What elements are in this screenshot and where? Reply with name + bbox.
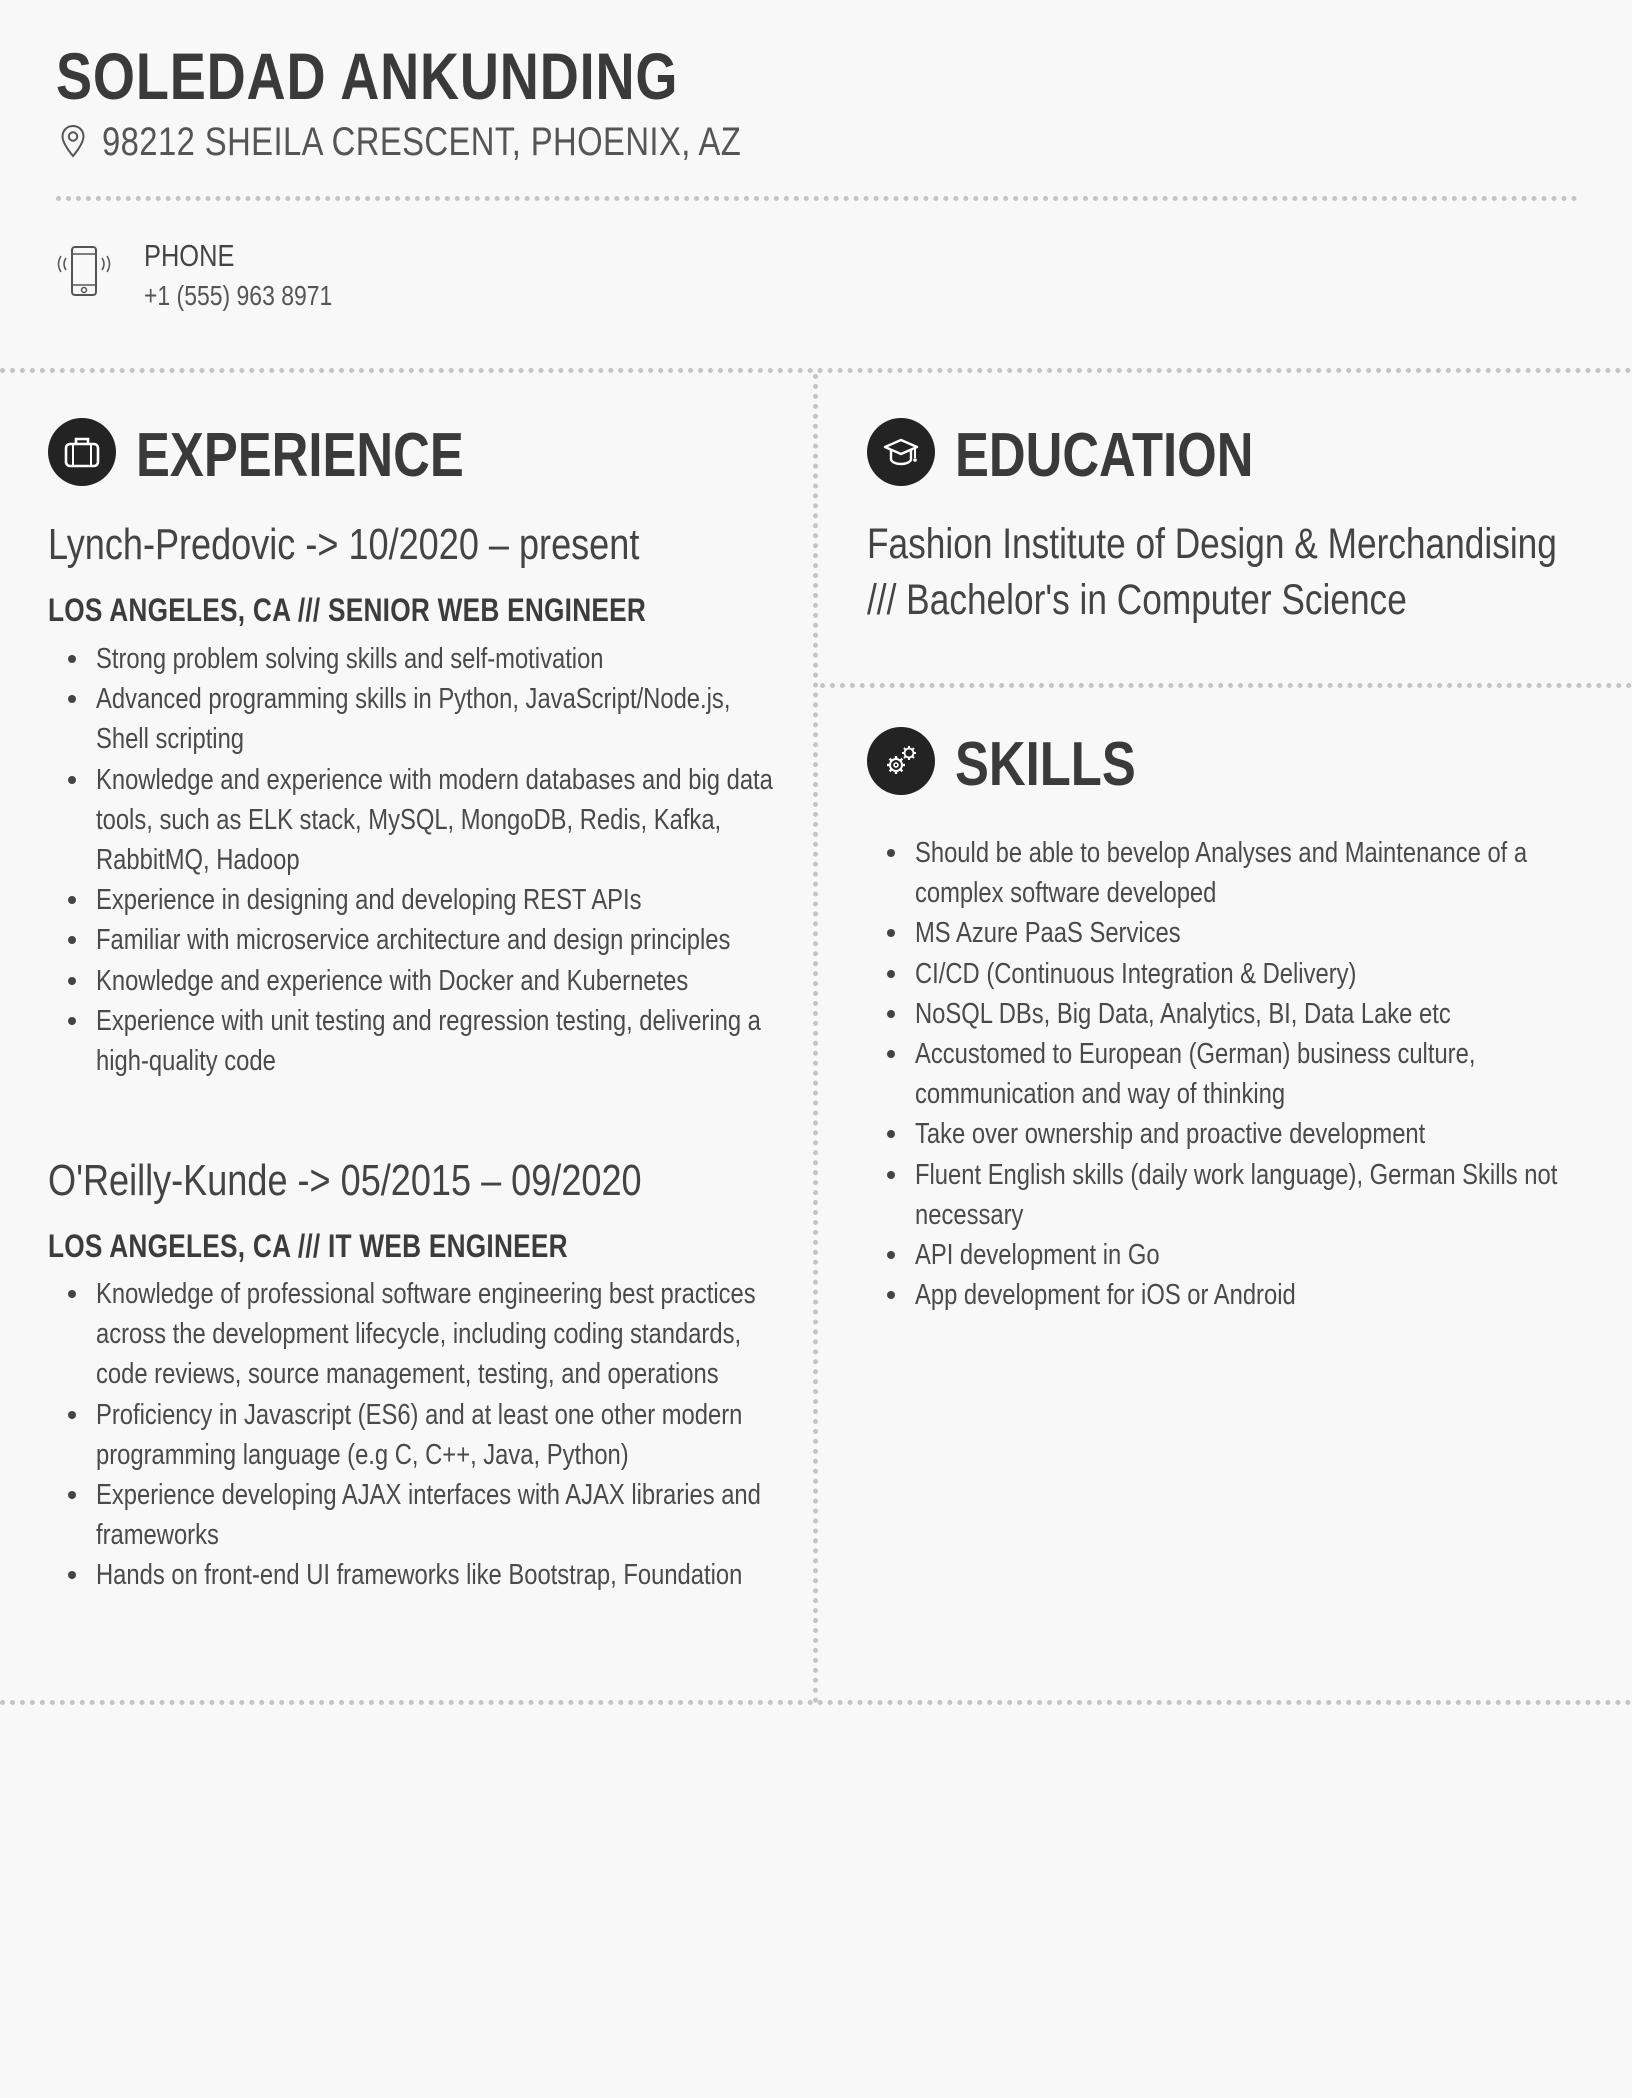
skills-badge bbox=[867, 727, 935, 795]
skills-list bbox=[867, 833, 1602, 1315]
job-1-heading: Lynch-Predovic -> 10/2020 – present bbox=[48, 520, 640, 569]
list-item: Accustomed to European (German) business culture, communication and way of thinking bbox=[867, 1034, 1602, 1114]
job-2-heading: O'Reilly-Kunde -> 05/2015 – 09/2020 bbox=[48, 1156, 642, 1205]
list-item: Take over ownership and proactive development bbox=[867, 1114, 1602, 1154]
candidate-name: SOLEDAD ANKUNDING bbox=[56, 39, 679, 113]
list-item: NoSQL DBs, Big Data, Analytics, BI, Data Lake etc bbox=[867, 994, 1602, 1034]
phone-label: PHONE bbox=[144, 238, 235, 273]
job-2-bullets bbox=[48, 1274, 783, 1596]
list-item: Knowledge of professional software engineering best practices across the development lifecycle, including coding standards, code reviews, source management, testing, and operations bbox=[48, 1274, 783, 1395]
school-name: Fashion Institute of Design & Merchandising bbox=[867, 520, 1557, 568]
education-title: EDUCATION bbox=[955, 421, 1254, 490]
list-item: Knowledge and experience with modern databases and big data tools, such as ELK stack, MySQL, MongoDB, Redis, Kafka, RabbitMQ, Hadoop bbox=[48, 760, 783, 881]
experience-badge bbox=[48, 418, 116, 486]
list-item: App development for iOS or Android bbox=[867, 1275, 1602, 1315]
list-item: Familiar with microservice architecture and design principles bbox=[48, 920, 783, 960]
graduation-cap-icon bbox=[881, 432, 921, 472]
list-item: Proficiency in Javascript (ES6) and at least one other modern programming language (e.g C, C++, Java, Python) bbox=[48, 1395, 783, 1475]
skills-title: SKILLS bbox=[955, 730, 1136, 799]
list-item: Experience developing AJAX interfaces with AJAX libraries and frameworks bbox=[48, 1475, 783, 1555]
experience-title: EXPERIENCE bbox=[136, 421, 464, 490]
gears-icon bbox=[881, 741, 921, 781]
list-item: Knowledge and experience with Docker and Kubernetes bbox=[48, 961, 783, 1001]
education-divider bbox=[820, 683, 1632, 688]
header-divider bbox=[56, 196, 1578, 201]
job-1-bullets bbox=[48, 639, 783, 1081]
list-item: Experience in designing and developing REST APIs bbox=[48, 880, 783, 920]
job-1-subheading: LOS ANGELES, CA /// SENIOR WEB ENGINEER bbox=[48, 592, 647, 628]
list-item: Strong problem solving skills and self-motivation bbox=[48, 639, 783, 679]
list-item: MS Azure PaaS Services bbox=[867, 913, 1602, 953]
bottom-divider bbox=[0, 1700, 1632, 1705]
list-item: CI/CD (Continuous Integration & Delivery) bbox=[867, 954, 1602, 994]
phone-value: +1 (555) 963 8971 bbox=[144, 280, 333, 311]
phone-icon bbox=[56, 244, 112, 300]
list-item: Fluent English skills (daily work language), German Skills not necessary bbox=[867, 1155, 1602, 1235]
list-item: API development in Go bbox=[867, 1235, 1602, 1275]
education-badge bbox=[867, 418, 935, 486]
location-pin-icon bbox=[60, 124, 86, 158]
education-entry bbox=[867, 516, 1632, 628]
briefcase-icon bbox=[62, 432, 102, 472]
list-item: Should be able to bevelop Analyses and Maintenance of a complex software developed bbox=[867, 833, 1602, 913]
contact-divider bbox=[0, 368, 1632, 373]
job-2-subheading: LOS ANGELES, CA /// IT WEB ENGINEER bbox=[48, 1228, 568, 1264]
degree: /// Bachelor's in Computer Science bbox=[867, 576, 1407, 624]
list-item: Hands on front-end UI frameworks like Bootstrap, Foundation bbox=[48, 1555, 783, 1595]
list-item: Experience with unit testing and regression testing, delivering a high-quality code bbox=[48, 1001, 783, 1081]
list-item: Advanced programming skills in Python, JavaScript/Node.js, Shell scripting bbox=[48, 679, 783, 759]
address: 98212 SHEILA CRESCENT, PHOENIX, AZ bbox=[102, 120, 742, 164]
